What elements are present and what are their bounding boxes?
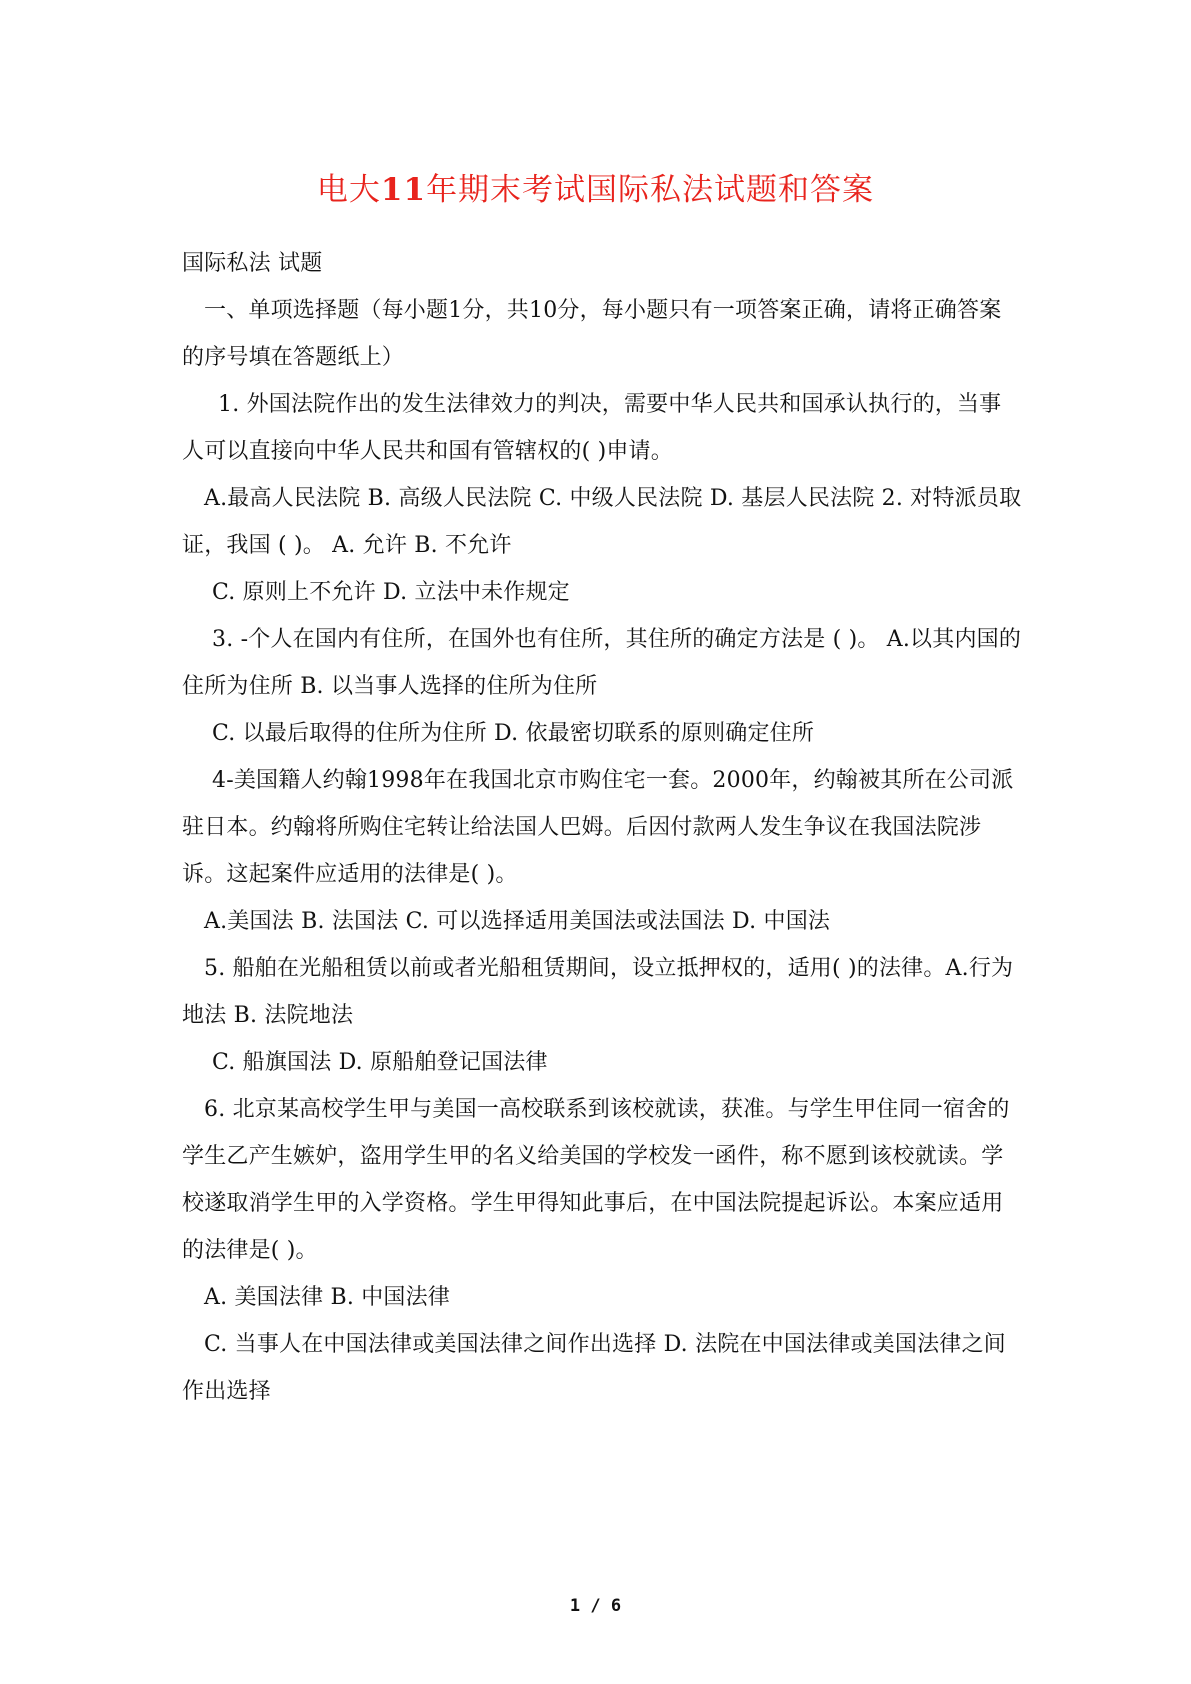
question-6-options-cd: C. 当事人在中国法律或美国法律之间作出选择 D. 法院在中国法律或美国法律之间作出选择 bbox=[182, 1332, 1006, 1404]
title-suffix: 年期末考试国际私法试题和答案 bbox=[426, 172, 875, 208]
document-body bbox=[182, 240, 1022, 1415]
part-one-instructions: 一、单项选择题（每小题1分，共10分，每小题只有一项答案正确，请将正确答案的序号填在答题纸上） bbox=[182, 298, 1002, 370]
title-prefix: 电大 bbox=[316, 172, 381, 208]
question-3-options: C. 以最后取得的住所为住所 D. 依最密切联系的原则确定住所 bbox=[212, 721, 815, 746]
question-2-options: C. 原则上不允许 D. 立法中未作规定 bbox=[212, 580, 570, 605]
section-heading: 国际私法 试题 bbox=[182, 251, 323, 276]
question-6: 6. 北京某高校学生甲与美国一高校联系到该校就读，获准。与学生甲住同一宿舍的学生乙产生嫉妒，盗用学生甲的名义给美国的学校发一函件，称不愿到该校就读。学校遂取消学生甲的入学资格。学生甲得知此事后，在中国法院提起诉讼。本案应适用的法律是( )。 bbox=[182, 1097, 1010, 1263]
document-title bbox=[0, 170, 1191, 210]
question-3: 3. -个人在国内有住所，在国外也有住所，其住所的确定方法是 ( )。 A.以其内国的住所为住所 B. 以当事人选择的住所为住所 bbox=[182, 627, 1022, 699]
question-5-options: C. 船旗国法 D. 原船舶登记国法律 bbox=[212, 1050, 548, 1075]
question-4: 4-美国籍人约翰1998年在我国北京市购住宅一套。2000年，约翰被其所在公司派驻日本。约翰将所购住宅转让给法国人巴姆。后因付款两人发生争议在我国法院涉诉。这起案件应适用的法律是( )。 bbox=[182, 768, 1014, 887]
question-5: 5. 船舶在光船租赁以前或者光船租赁期间，设立抵押权的，适用( )的法律。A.行为地法 B. 法院地法 bbox=[182, 956, 1014, 1028]
question-6-options-ab: A. 美国法律 B. 中国法律 bbox=[204, 1285, 451, 1310]
question-1-options-question-2: A.最高人民法院 B. 高级人民法院 C. 中级人民法院 D. 基层人民法院 2. 对特派员取证，我国 ( )。 A. 允许 B. 不允许 bbox=[182, 486, 1022, 558]
question-1: 1. 外国法院作出的发生法律效力的判决，需要中华人民共和国承认执行的，当事人可以直接向中华人民共和国有管辖权的( )申请。 bbox=[182, 392, 1002, 464]
page-number: 1 / 6 bbox=[569, 1596, 622, 1616]
question-4-options: A.美国法 B. 法国法 C. 可以选择适用美国法或法国法 D. 中国法 bbox=[204, 909, 831, 934]
title-number: 11 bbox=[380, 172, 427, 208]
